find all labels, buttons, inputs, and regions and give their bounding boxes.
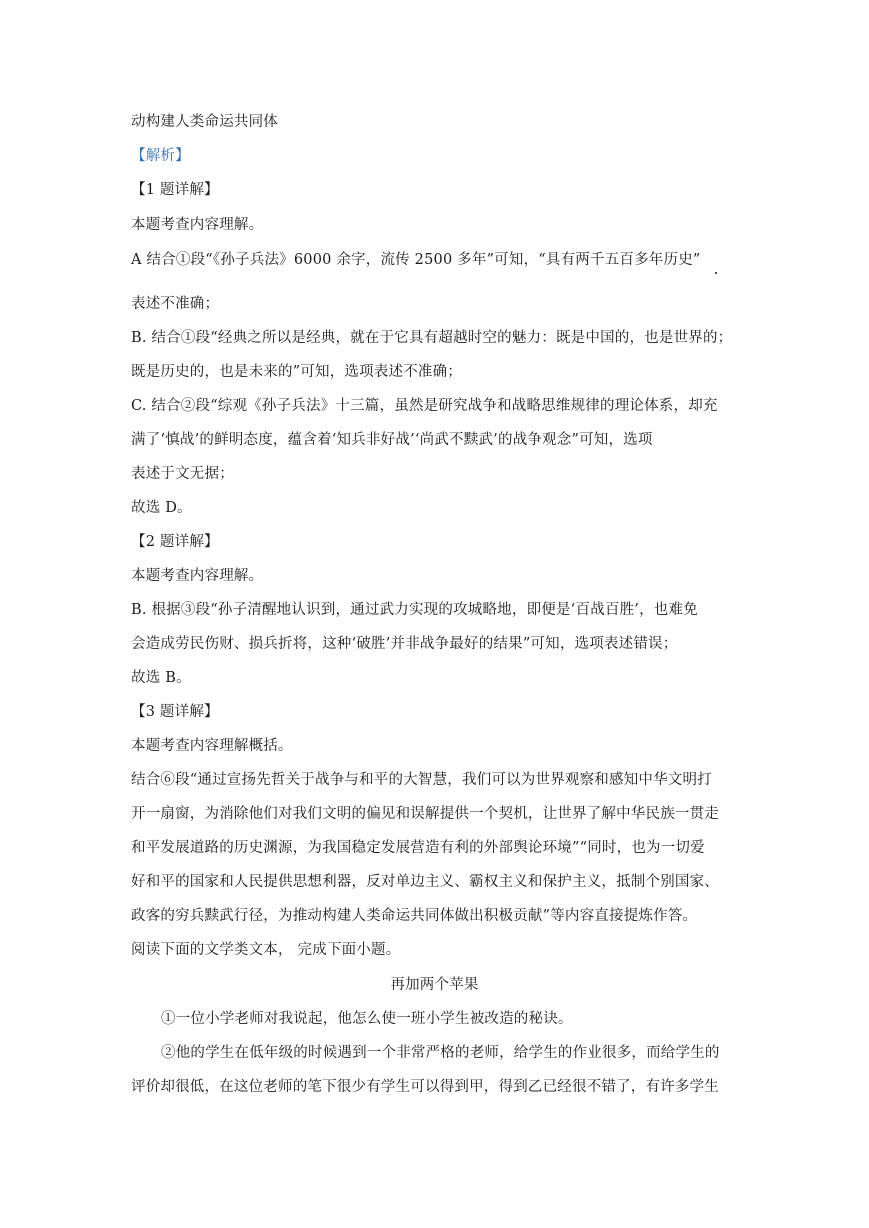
text-line: 满了‘慎战’的鲜明态度，蕴含着‘知兵非好战’‘尚武不黩武’的战争观念”可知，选项 [131,432,653,448]
text-line: 动构建人类命运共同体 [131,114,278,130]
text-line: 故选 D。 [131,500,192,516]
section-heading: 【2 题详解】 [131,534,219,550]
text-line: 会造成劳民伤财、损兵折将，这种‘破胜’并非战争最好的结果”可知，选项表述错误； [131,636,678,652]
text-line: A 结合①段“《孙子兵法》6000 余字，流传 2500 多年”可知，“具有两千五百多年历史” [131,252,701,268]
text-line: 故选 B。 [131,670,191,686]
text-line: B. 结合①段“经典之所以是经典，就在于它具有超越时空的魅力：既是中国的，也是世界的； [131,330,733,346]
section-heading: 【1 题详解】 [131,182,219,198]
text-line: 和平发展道路的历史渊源，为我国稳定发展营造有利的外部舆论环境”“同时，也为一切爱 [131,840,705,856]
text-line: 既是历史的，也是未来的”可知，选项表述不准确； [131,364,463,380]
text-line: 本题考查内容理解概括。 [131,738,293,754]
text-line: ①一位小学老师对我说起，他怎么使一班小学生被改造的秘诀。 [161,1011,573,1027]
emphasis-dot [715,272,717,274]
text-line: C. 结合②段“综观《孙子兵法》十三篇，虽然是研究战争和战略思维规律的理论体系，却充 [131,398,718,414]
text-line: 本题考查内容理解。 [131,568,264,584]
text-line: 开一扇窗，为消除他们对我们文明的偏见和误解提供一个契机，让世界了解中华民族一贯走 [131,806,719,822]
analysis-label: 【解析】 [131,148,190,164]
text-line: 好和平的国家和人民提供思想利器，反对单边主义、霸权主义和保护主义，抵制个别国家、 [131,874,719,890]
text-line: 结合⑥段“通过宣扬先哲关于战争与和平的大智慧，我们可以为世界观察和感知中华文明打 [131,772,712,788]
text-line: ②他的学生在低年级的时候遇到一个非常严格的老师，给学生的作业很多，而给学生的 [161,1045,720,1061]
text-line: B. 根据③段“孙子清醒地认识到，通过武力实现的攻城略地，即便是‘百战百胜’，也难免 [131,602,698,618]
text-line: 政客的穷兵黩武行径，为推动构建人类命运共同体做出积极贡献”等内容直接提炼作答。 [131,908,698,924]
story-title: 再加两个苹果 [390,977,479,993]
text-line: 阅读下面的文学类文本， 完成下面小题。 [131,942,401,958]
text-line: 表述于文无据； [131,466,234,482]
section-heading: 【3 题详解】 [131,704,219,720]
text-line: 评价却很低，在这位老师的笔下很少有学生可以得到甲，得到乙已经很不错了，有许多学生 [131,1079,719,1095]
text-line: 表述不准确； [131,296,220,312]
text-line: 本题考查内容理解。 [131,217,264,233]
